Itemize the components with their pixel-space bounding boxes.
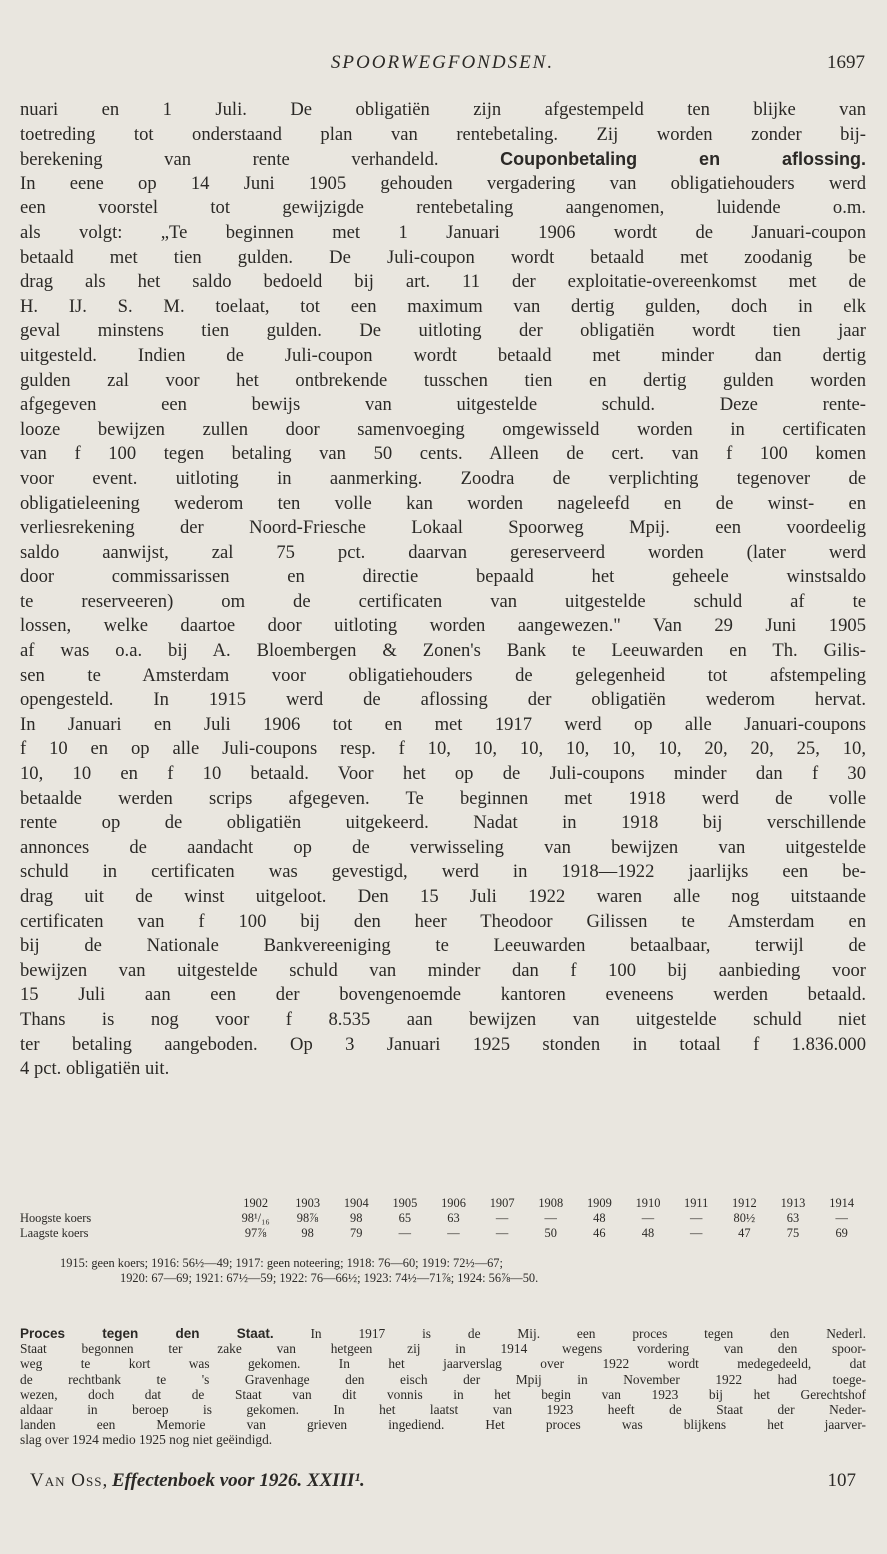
table-cell: —: [495, 1211, 509, 1225]
text-line: afgegeven een bewijs van uitgestelde schuld. Deze rente-: [20, 394, 866, 416]
quotes-note: 1920: 67—69; 1921: 67½—59; 1922: 76—66½; 1923: 74½—71⅞; 1924: 56⅞—50.: [120, 1271, 539, 1285]
text-line: uitgesteld. Indien de Juli-coupon wordt betaald met minder dan dertig: [20, 344, 866, 366]
year-header: 1907: [489, 1196, 515, 1210]
year-header: 1914: [829, 1196, 855, 1210]
row-label: Laagste koers: [20, 1226, 89, 1240]
table-cell: 63: [786, 1211, 800, 1225]
table-row: [20, 1211, 866, 1226]
text-line: toetreding tot onderstaand plan van rentebetaling. Zij worden zonder bij-: [20, 123, 866, 145]
table-row: [20, 1226, 866, 1241]
year-header: 1909: [586, 1196, 612, 1210]
text-line: rente op de obligatiën uitgekeerd. Nadat in 1918 bij verschillende: [20, 812, 866, 834]
table-cell: 50: [544, 1226, 557, 1240]
text-line: Thans is nog voor f 8.535 aan bewijzen van uitgestelde schuld niet: [20, 1008, 866, 1030]
proces-section: [20, 1326, 866, 1448]
text-line: aldaar in beroep is gekomen. In het laatst van 1923 heeft de Staat der Neder-: [20, 1401, 866, 1417]
table-cell: —: [398, 1226, 412, 1240]
text-line: bewijzen van uitgestelde schuld van minder dan f 100 bij aanbieding voor: [20, 959, 866, 981]
page-header: [20, 50, 865, 80]
page-footer: [30, 1470, 856, 1500]
text-line: slag over 1924 medio 1925 nog niet geëindigd.: [20, 1432, 273, 1448]
text-line: obligatieleening wederom ten volle kan worden nageleefd en de winst- en: [20, 492, 866, 514]
year-header: 1913: [780, 1196, 806, 1210]
table-cell: 63: [447, 1211, 460, 1225]
quotes-note: 1915: geen koers; 1916: 56½—49; 1917: geen noteering; 1918: 76—60; 1919: 72½—67;: [60, 1256, 503, 1270]
footer-page-number: 107: [827, 1470, 856, 1491]
table-cell: 98⅞: [296, 1211, 319, 1225]
text-line: schuld in certificaten was gevestigd, werd in 1918—1922 jaarlijks een be-: [20, 861, 866, 883]
year-header: 1908: [538, 1196, 564, 1210]
text-line-with-heading: [20, 147, 866, 172]
text-line: 10, 10 en f 10 betaald. Voor het op de Juli-coupons minder dan f 30: [20, 763, 866, 785]
text-line: opengesteld. In 1915 werd de aflossing der obligatiën wederom hervat.: [20, 689, 866, 711]
year-header: 1912: [731, 1196, 757, 1210]
footer-volume: XXIII¹.: [306, 1470, 365, 1491]
table-cell: 75: [786, 1226, 800, 1240]
text-line: certificaten van f 100 bij den heer Theodoor Gilissen te Amsterdam en: [20, 910, 866, 932]
inline-heading: Couponbetaling en aflossing.: [500, 149, 866, 170]
text-line: verliesrekening der Noord-Friesche Lokaal Spoorweg Mpij. een voordeelig: [20, 517, 866, 539]
text-line: wezen, doch dat de Staat van dit vonnis in het begin van 1923 bij het Gerechtshof: [20, 1386, 866, 1402]
text-line: als volgt: „Te beginnen met 1 Januari 1906 wordt de Januari-coupon: [20, 221, 866, 243]
text-line: af was o.a. bij A. Bloembergen & Zonen's Bank te Leeuwarden en Th. Gilis-: [20, 640, 866, 662]
table-cell: 98: [350, 1211, 363, 1225]
table-corner-cell: [20, 1196, 228, 1211]
text-line: ter betaling aangeboden. Op 3 Januari 1925 stonden in totaal f 1.836.000: [20, 1033, 866, 1055]
text-line: geval minstens tien gulden. De uitloting der obligatiën wordt tien jaar: [20, 320, 866, 342]
text-line: van f 100 tegen betaling van 50 cents. Alleen de cert. van f 100 komen: [20, 443, 866, 465]
table-cell: —: [641, 1211, 655, 1225]
text-line: f 10 en op alle Juli-coupons resp. f 10, 10, 10, 10, 10, 10, 20, 20, 25, 10,: [20, 738, 866, 760]
text-line: H. IJ. S. M. toelaat, tot een maximum van dertig gulden, doch in elk: [20, 295, 866, 317]
table-cell: —: [495, 1226, 509, 1240]
row-label: Hoogste koers: [20, 1211, 92, 1225]
year-header: 1906: [441, 1196, 466, 1210]
body-text: [20, 98, 866, 1082]
text-line-with-heading: [20, 1326, 866, 1341]
text-line: een voorstel tot gewijzigde rentebetaling aangenomen, luidende o.m.: [20, 197, 866, 219]
table-cell: —: [689, 1226, 703, 1240]
year-header: 1911: [684, 1196, 709, 1210]
table-cell: 65: [398, 1211, 412, 1225]
text-line: nuari en 1 Juli. De obligatiën zijn afgestempeld ten blijke van: [20, 99, 866, 120]
table-cell: 97⅞: [244, 1226, 267, 1240]
text-line: betaalde werden scrips afgegeven. Te beginnen met 1918 werd de volle: [20, 787, 866, 809]
text-line: de rechtbank te 's Gravenhage den eisch der Mpij in November 1922 had toege-: [20, 1371, 866, 1387]
text-line: berekening van rente verhandeld.: [20, 149, 439, 171]
footer-title: Effectenboek voor 1926.: [111, 1470, 303, 1491]
text-line: gulden zal voor het ontbrekende tusschen tien en dertig gulden worden: [20, 369, 866, 391]
table-cell: 98: [301, 1226, 314, 1240]
text-line: looze bewijzen zullen door samenvoeging omgewisseld worden in certificaten: [20, 418, 866, 440]
table-header-row: [20, 1196, 866, 1211]
text-line: betaald met tien gulden. De Juli-coupon wordt betaald met zoodanig be: [20, 246, 866, 268]
text-line: weg te kort was gekomen. In het jaarverslag over 1922 wordt medegedeeld, dat: [20, 1356, 866, 1372]
text-line: door commissarissen en directie bepaald het geheele winstsaldo: [20, 566, 866, 588]
text-line: Staat begonnen ter zake van hetgeen zij in 1914 wegens vordering van den spoor-: [20, 1341, 866, 1357]
table-cell: 46: [593, 1226, 606, 1240]
running-title: SPOORWEGFONDSEN.: [330, 52, 555, 73]
text-line: annonces de aandacht op de verwisseling van bewijzen van uitgestelde: [20, 836, 866, 858]
year-header: 1910: [635, 1196, 661, 1210]
text-line: 15 Juli aan een der bovengenoemde kantoren eveneens werden betaald.: [20, 984, 866, 1006]
section-heading: Proces tegen den Staat.: [20, 1326, 274, 1341]
year-header: 1904: [343, 1196, 369, 1210]
text-line: bij de Nationale Bankvereeniging te Leeuwarden betaalbaar, terwijl de: [20, 935, 866, 957]
table-cell: 79: [350, 1226, 363, 1240]
footer-citation: Van Oss, Effectenboek voor 1926. XXIII¹.: [30, 1470, 365, 1491]
table-cell: 47: [738, 1226, 751, 1240]
table-cell: —: [447, 1226, 460, 1240]
text-line: 4 pct. obligatiën uit.: [20, 1058, 170, 1080]
table-cell: 48: [641, 1226, 655, 1240]
text-line: saldo aanwijst, zal 75 pct. daarvan gereserveerd worden (later werd: [20, 541, 866, 563]
page-number: 1697: [827, 52, 865, 73]
text-line: drag als het saldo bedoeld bij art. 11 der exploitatie-overeenkomst met de: [20, 271, 866, 293]
footer-author: Van Oss: [30, 1470, 103, 1491]
table-cell: —: [835, 1211, 848, 1225]
table-cell: —: [689, 1211, 703, 1225]
table-cell: 48: [593, 1211, 606, 1225]
year-header: 1905: [392, 1196, 418, 1210]
year-header: 1902: [243, 1196, 269, 1210]
text-line: In eene op 14 Juni 1905 gehouden vergadering van obligatiehouders werd: [20, 172, 866, 194]
text-line: In Januari en Juli 1906 tot en met 1917 werd op alle Januari-coupons: [20, 713, 866, 735]
table-cell: 80½: [733, 1211, 756, 1225]
price-quotes-table: [20, 1196, 866, 1241]
year-header: 1903: [295, 1196, 321, 1210]
table-cell: 69: [835, 1226, 848, 1240]
text-line: landen een Memorie van grieven ingediend. Het proces was blijkens het jaarver-: [20, 1417, 866, 1433]
text-line: In 1917 is de Mij. een proces tegen den Nederl.: [310, 1326, 866, 1341]
text-line: lossen, welke daartoe door uitloting worden aangewezen." Van 29 Juni 1905: [20, 615, 866, 637]
text-line: sen te Amsterdam voor obligatiehouders de gelegenheid tot afstempeling: [20, 664, 866, 686]
text-line: voor event. uitloting in aanmerking. Zoodra de verplichting tegenover de: [20, 467, 866, 489]
table-cell: —: [544, 1211, 557, 1225]
text-line: te reserveeren) om de certificaten van uitgestelde schuld af te: [20, 590, 866, 612]
text-line: drag uit de winst uitgeloot. Den 15 Juli 1922 waren alle nog uitstaande: [20, 886, 866, 907]
table-cell: 98¹/₁₆: [241, 1211, 270, 1225]
